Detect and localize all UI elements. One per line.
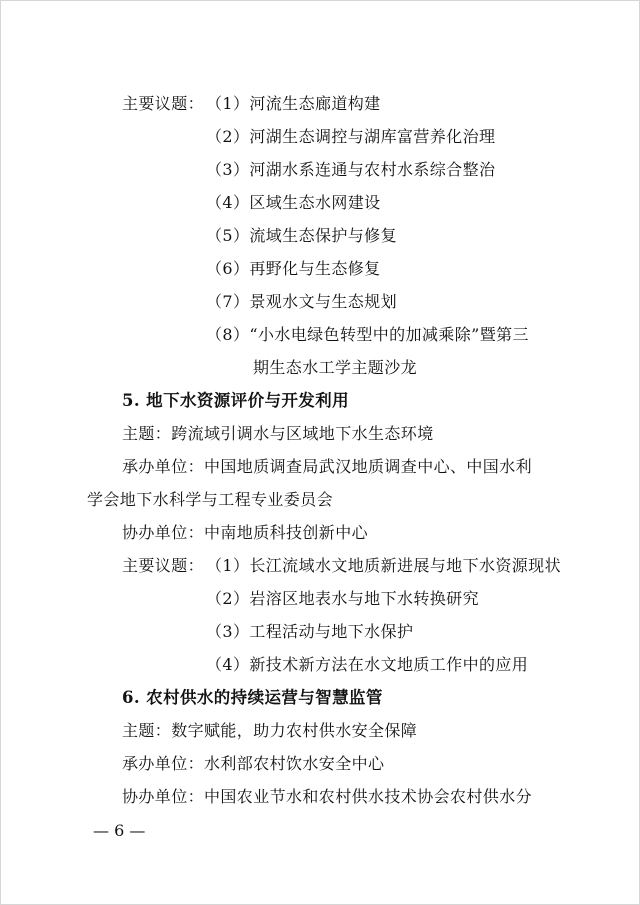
section5-topic-2: （2）岩溶区地表水与地下水转换研究 (206, 589, 479, 608)
section5-heading: 5. 地下水资源评价与开发利用 (122, 391, 349, 410)
section5-host-line2: 学会地下水科学与工程专业委员会 (87, 490, 334, 509)
section5-coorganizer: 协办单位：中南地质科技创新中心 (122, 523, 369, 542)
section6-coorganizer: 协办单位：中国农业节水和农村供水技术协会农村供水分 (122, 787, 533, 806)
section4-topic-3: （3）河湖水系连通与农村水系综合整治 (206, 160, 496, 179)
section4-topic-8-continued: 期生态水工学主题沙龙 (253, 358, 418, 377)
section4-topics-label: 主要议题： (122, 94, 205, 113)
section4-topic-6: （6）再野化与生态修复 (206, 259, 381, 278)
section5-theme: 主题：跨流域引调水与区域地下水生态环境 (122, 424, 434, 443)
section4-topic-2: （2）河湖生态调控与湖库富营养化治理 (206, 127, 496, 146)
section6-theme: 主题：数字赋能，助力农村供水安全保障 (122, 721, 418, 740)
section4-topic-8: （8）“小水电绿色转型中的加减乘除”暨第三 (206, 325, 529, 344)
section5-topics-label: 主要议题： (122, 556, 205, 575)
section6-heading: 6. 农村供水的持续运营与智慧监管 (122, 688, 383, 707)
section4-topic-1: （1）河流生态廊道构建 (206, 94, 381, 113)
section6-host: 承办单位：水利部农村饮水安全中心 (122, 754, 385, 773)
section5-topic-3: （3）工程活动与地下水保护 (206, 622, 414, 641)
page-number: — 6 — (93, 821, 146, 840)
section5-host-line1: 承办单位：中国地质调查局武汉地质调查中心、中国水利 (122, 457, 533, 476)
section4-topic-4: （4）区域生态水网建设 (206, 193, 381, 212)
section4-topic-5: （5）流域生态保护与修复 (206, 226, 397, 245)
section5-topic-1: （1）长江流域水文地质新进展与地下水资源现状 (206, 556, 561, 575)
section5-topic-4: （4）新技术新方法在水文地质工作中的应用 (206, 655, 529, 674)
section4-topic-7: （7）景观水文与生态规划 (206, 292, 397, 311)
